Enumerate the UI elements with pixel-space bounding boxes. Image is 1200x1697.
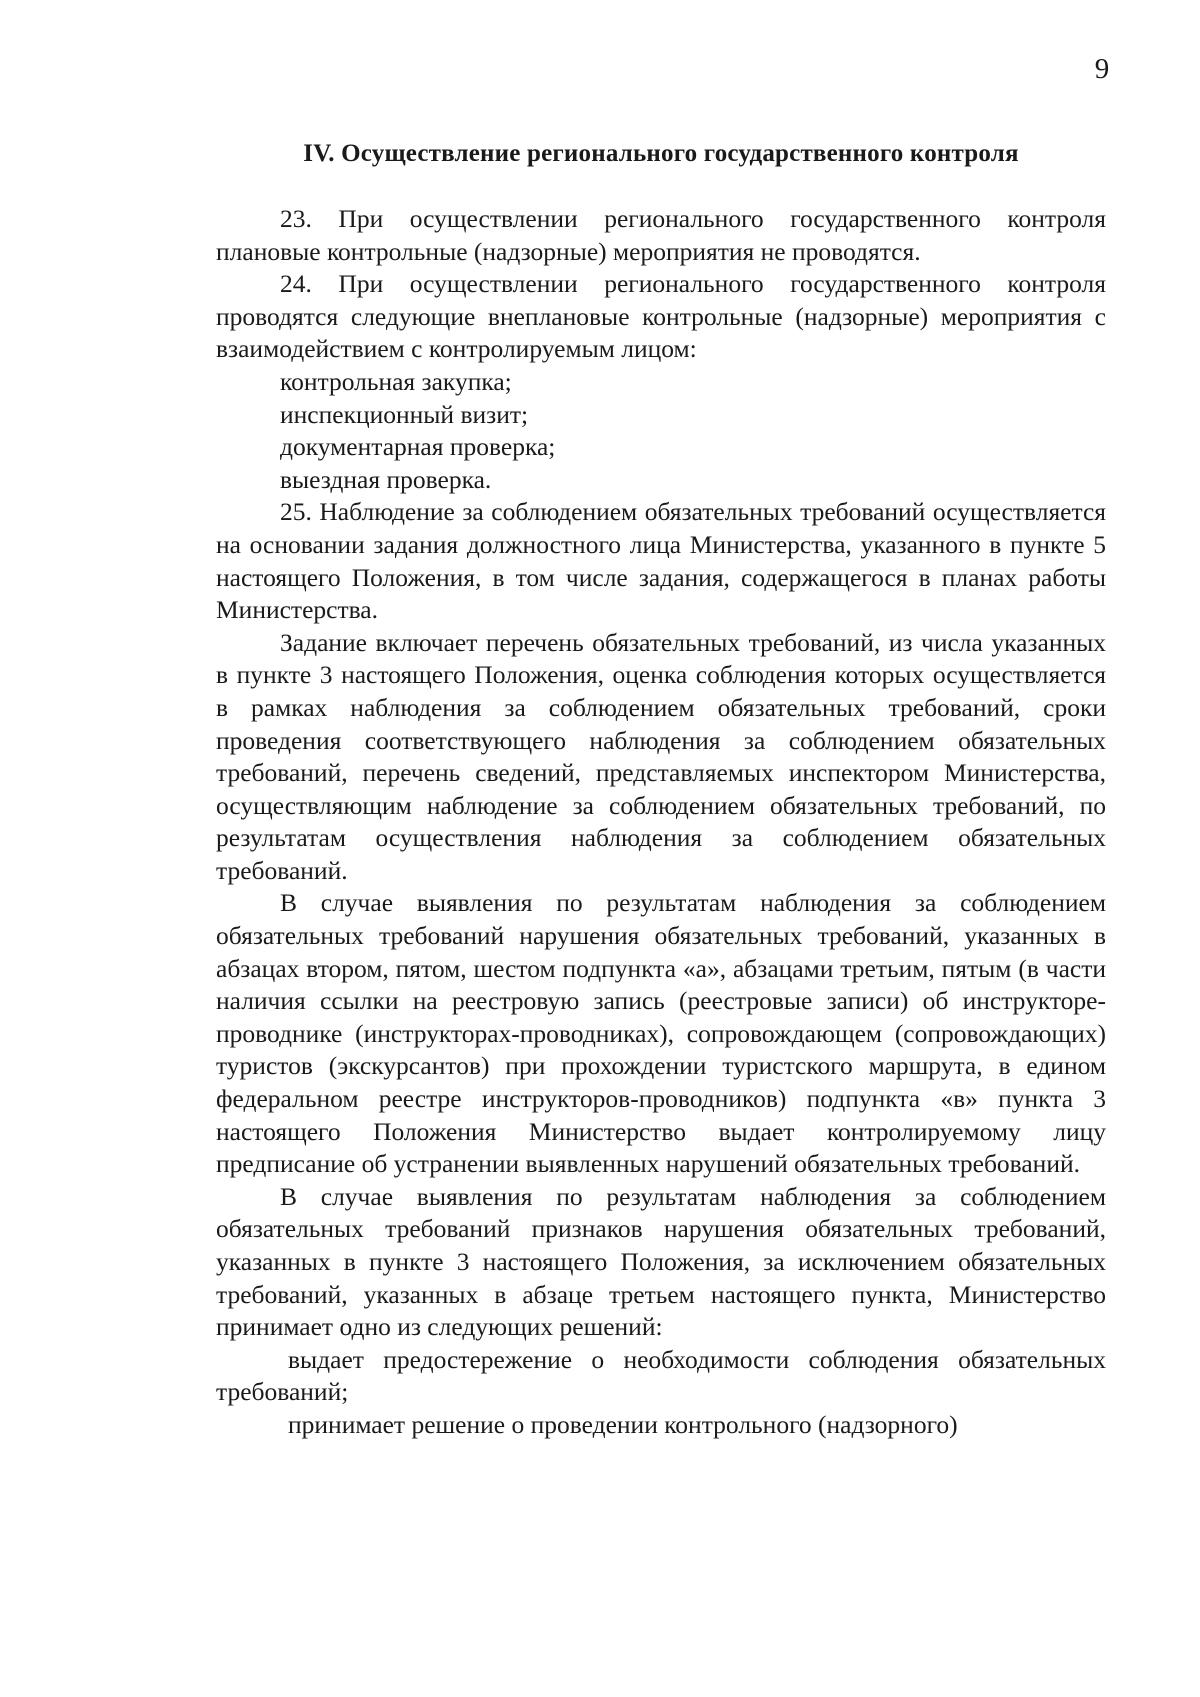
section-heading: IV. Осуществление регионального государственного контроля (303, 140, 1019, 167)
list-item-warning: выдает предостережение о необходимости соблюдения обязательных требований; (216, 1344, 1106, 1407)
page-number: 9 (1094, 53, 1110, 85)
list-item-inspection-visit: инспекционный визит; (280, 399, 529, 429)
list-item-documentary-check: документарная проверка; (280, 432, 556, 462)
paragraph-task-contents: Задание включает перечень обязательных требований, из числа указанных в пункте 3 настоящего Положения, оценка соблюдения которых осуществляется в рамках наблюдения за соблюдением обязательных требований, сроки проведения соответствующего наблюдения за соблюдением обязательных требований, перечень сведений, представляемых инспектором Министерства, осуществляющим наблюдение за соблюдением обязательных требований, по результатам осуществления наблюдения за соблюдением обязательных требований. (216, 627, 1106, 885)
document-body (216, 203, 1106, 1442)
list-item-decision: принимает решение о проведении контрольного (надзорного) (288, 1409, 958, 1439)
paragraph-violation-signs: В случае выявления по результатам наблюдения за соблюдением обязательных требований признаков нарушения обязательных требований, указанных в пункте 3 настоящего Положения, за исключением обязательных требований, указанных в абзаце третьем настоящего пункта, Министерство принимает одно из следующих решений: (216, 1181, 1106, 1342)
list-item-control-purchase: контрольная закупка; (280, 366, 512, 396)
paragraph-24: 24. При осуществлении регионального государственного контроля проводятся следующие внеплановые контрольные (надзорные) мероприятия с взаимодействием с контролируемым лицом: (216, 269, 1106, 364)
paragraph-23: 23. При осуществлении регионального государственного контроля плановые контрольные (надзорные) мероприятия не проводятся. (216, 204, 1106, 266)
paragraph-25: 25. Наблюдение за соблюдением обязательных требований осуществляется на основании задания должностного лица Министерства, указанного в пункте 5 настоящего Положения, в том числе задания, содержащегося в планах работы Министерства. (216, 497, 1106, 625)
list-item-field-check: выездная проверка. (280, 464, 492, 494)
paragraph-violation-order: В случае выявления по результатам наблюдения за соблюдением обязательных требований нарушения обязательных требований, указанных в абзацах втором, пятом, шестом подпункта «а», абзацами третьим, пятым (в части наличия ссылки на реестровую запись (реестровые записи) об инструкторе-проводнике (инструкторах-проводниках), сопровождающем (сопровождающих) туристов (экскурсантов) при прохождении туристского маршрута, в едином федеральном реестре инструкторов-проводников) подпункта «в» пункта 3 настоящего Положения Министерство выдает контролируемому лицу предписание об устранении выявленных нарушений обязательных требований. (216, 888, 1106, 1179)
